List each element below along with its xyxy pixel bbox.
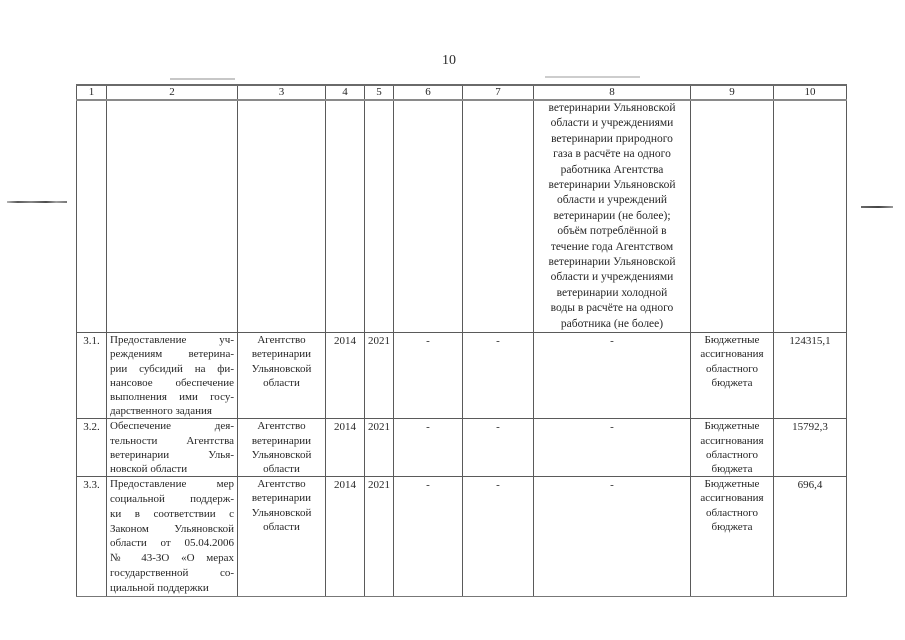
cell-col6-value: - — [394, 477, 463, 596]
column-header-5: 5 — [365, 85, 394, 100]
column-header-1: 1 — [77, 85, 107, 100]
scan-artifact-left-dash — [7, 201, 67, 203]
column-header-2: 2 — [107, 85, 238, 100]
cell-amount: 15792,3 — [774, 419, 847, 477]
table-row-3-1 — [77, 333, 847, 419]
table-row-3-3 — [77, 477, 847, 596]
cell-col7-value: - — [463, 333, 534, 419]
cell-empty — [463, 100, 534, 333]
cell-empty — [365, 100, 394, 333]
cell-activity: Обеспечение дея- тельности Агентства ветеринарии Улья- новской области — [107, 419, 238, 477]
cell-col7-value: - — [463, 477, 534, 596]
cell-funding-source: Бюджетные ассигнования областного бюджета — [691, 477, 774, 596]
column-header-3: 3 — [238, 85, 326, 100]
column-header-6: 6 — [394, 85, 463, 100]
cell-col7-value: - — [463, 419, 534, 477]
cell-empty — [691, 100, 774, 333]
cell-activity: Предоставление мер социальной поддерж- ки в соответствии с Законом Ульяновской области от 05.04.2006 № 43-ЗО «О мерах государственной со- циальной поддержки — [107, 477, 238, 596]
cell-funding-source: Бюджетные ассигнования областного бюджета — [691, 333, 774, 419]
cell-col8-value: - — [534, 477, 691, 596]
column-header-4: 4 — [326, 85, 365, 100]
cell-funding-source: Бюджетные ассигнования областного бюджета — [691, 419, 774, 477]
column-header-7: 7 — [463, 85, 534, 100]
cell-year-start: 2014 — [326, 477, 365, 596]
table-row-continuation — [77, 100, 847, 333]
cell-empty — [326, 100, 365, 333]
cell-empty — [238, 100, 326, 333]
page-number: 10 — [442, 53, 456, 68]
cell-amount: 696,4 — [774, 477, 847, 596]
cell-row-number: 3.2. — [77, 419, 107, 477]
cell-row-number: 3.3. — [77, 477, 107, 596]
cell-executor: Агентство ветеринарии Ульяновской области — [238, 477, 326, 596]
cell-indicator-continuation: ветеринарии Ульяновской области и учреждениями ветеринарии природного газа в расчёте на одного работника Агентства ветеринарии Ульяновской области и учреждений ветеринарии (не более); объём потреблённой в течение года Агентством ветеринарии Ульяновской области и учреждениями ветеринарии холодной воды в расчёте на одного работника (не более) — [534, 100, 691, 333]
scan-artifact-right-dash — [861, 206, 893, 208]
cell-col8-value: - — [534, 419, 691, 477]
cell-year-end: 2021 — [365, 333, 394, 419]
cell-empty — [77, 100, 107, 333]
cell-col6-value: - — [394, 419, 463, 477]
cell-empty — [107, 100, 238, 333]
cell-year-end: 2021 — [365, 477, 394, 596]
cell-executor: Агентство ветеринарии Ульяновской области — [238, 419, 326, 477]
scan-smudge-top-2 — [545, 76, 640, 78]
cell-empty — [394, 100, 463, 333]
cell-empty — [774, 100, 847, 333]
program-measures-table — [76, 84, 847, 597]
column-header-9: 9 — [691, 85, 774, 100]
scan-smudge-top-1 — [170, 78, 235, 80]
cell-row-number: 3.1. — [77, 333, 107, 419]
cell-amount: 124315,1 — [774, 333, 847, 419]
column-header-10: 10 — [774, 85, 847, 100]
cell-activity: Предоставление уч- реждениям ветерина- рии субсидий на фи- нансовое обеспечение выполнения ими госу- дарственного задания — [107, 333, 238, 419]
cell-year-start: 2014 — [326, 419, 365, 477]
cell-year-start: 2014 — [326, 333, 365, 419]
column-header-8: 8 — [534, 85, 691, 100]
cell-executor: Агентство ветеринарии Ульяновской области — [238, 333, 326, 419]
cell-col8-value: - — [534, 333, 691, 419]
cell-year-end: 2021 — [365, 419, 394, 477]
cell-col6-value: - — [394, 333, 463, 419]
table-header-row — [77, 85, 847, 100]
table-row-3-2 — [77, 419, 847, 477]
